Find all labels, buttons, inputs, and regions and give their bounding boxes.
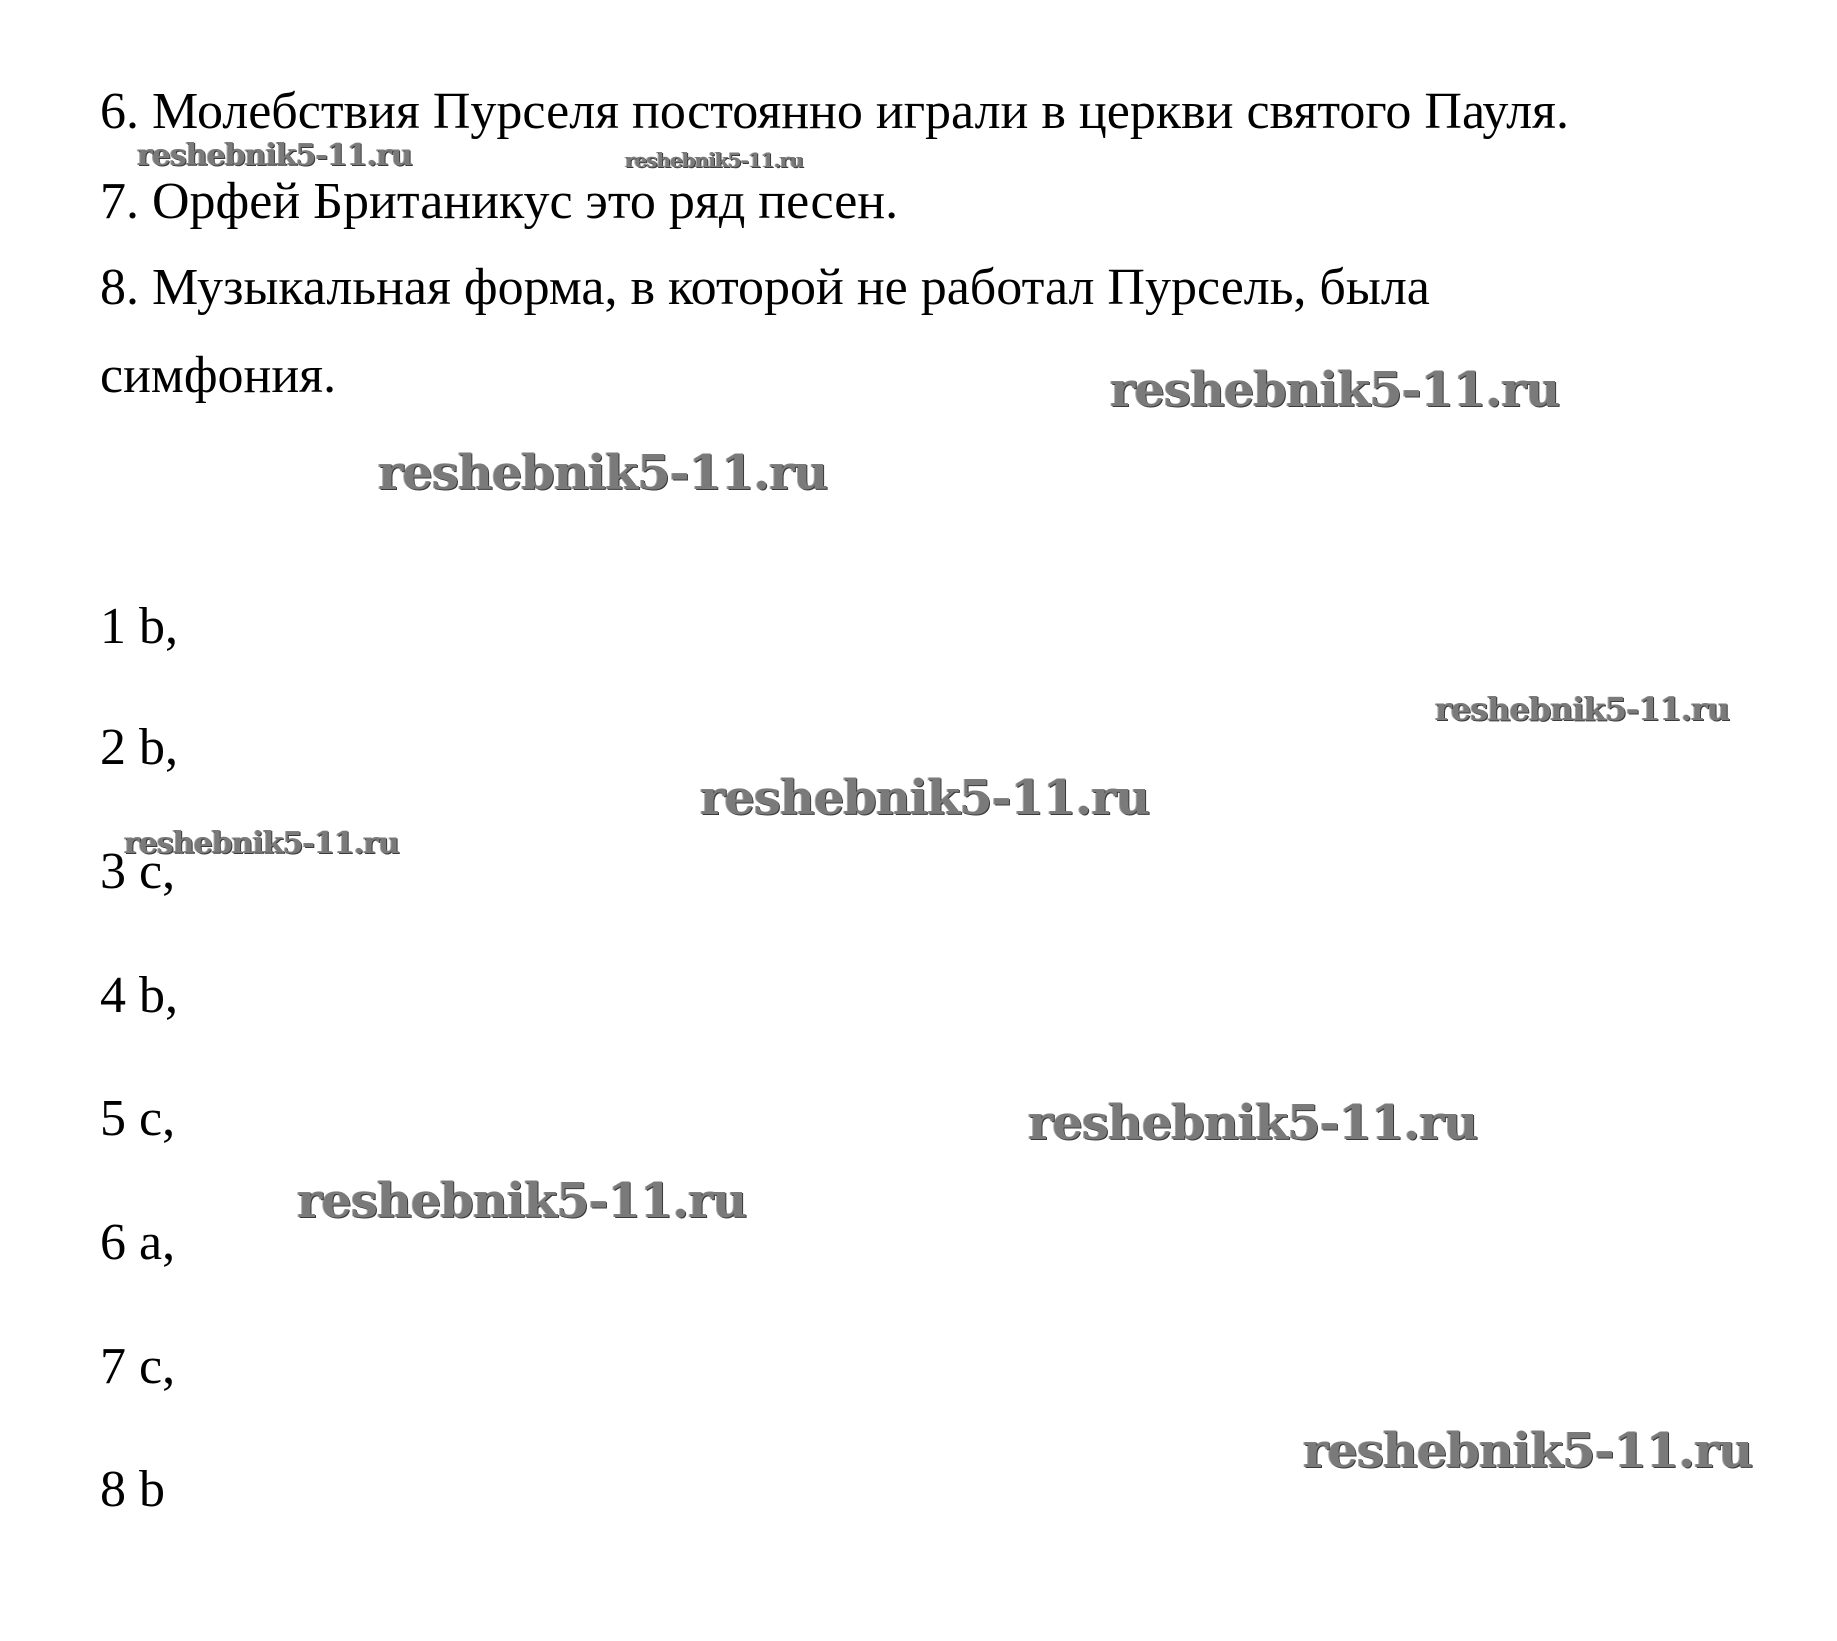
watermark: reshebnik5-11.ru — [137, 138, 412, 173]
answer-8: 8 b — [100, 1461, 165, 1518]
answer-3: 3 c, — [100, 843, 176, 900]
sentence-8: 8. Музыкальная форма, в которой не работал Пурсель, была — [100, 259, 1430, 316]
watermark: reshebnik5-11.ru — [1303, 1423, 1753, 1479]
watermark: reshebnik5-11.ru — [378, 445, 828, 501]
watermark: reshebnik5-11.ru — [700, 770, 1150, 826]
watermark: reshebnik5-11.ru — [124, 826, 399, 861]
answer-7: 7 c, — [100, 1338, 176, 1395]
answer-6: 6 a, — [100, 1214, 176, 1271]
watermark: reshebnik5-11.ru — [297, 1173, 747, 1229]
sentence-8-continuation: симфония. — [100, 347, 337, 404]
sentence-7: 7. Орфей Британикус это ряд песен. — [100, 173, 899, 230]
answer-4: 4 b, — [100, 967, 178, 1024]
watermark: reshebnik5-11.ru — [625, 148, 803, 172]
watermark: reshebnik5-11.ru — [1110, 362, 1560, 418]
answer-2: 2 b, — [100, 719, 178, 776]
answer-1: 1 b, — [100, 598, 178, 655]
watermark: reshebnik5-11.ru — [1028, 1095, 1478, 1151]
sentence-6: 6. Молебствия Пурселя постоянно играли в церкви святого Пауля. — [100, 83, 1569, 140]
answer-5: 5 c, — [100, 1090, 176, 1147]
watermark: reshebnik5-11.ru — [1435, 690, 1730, 728]
